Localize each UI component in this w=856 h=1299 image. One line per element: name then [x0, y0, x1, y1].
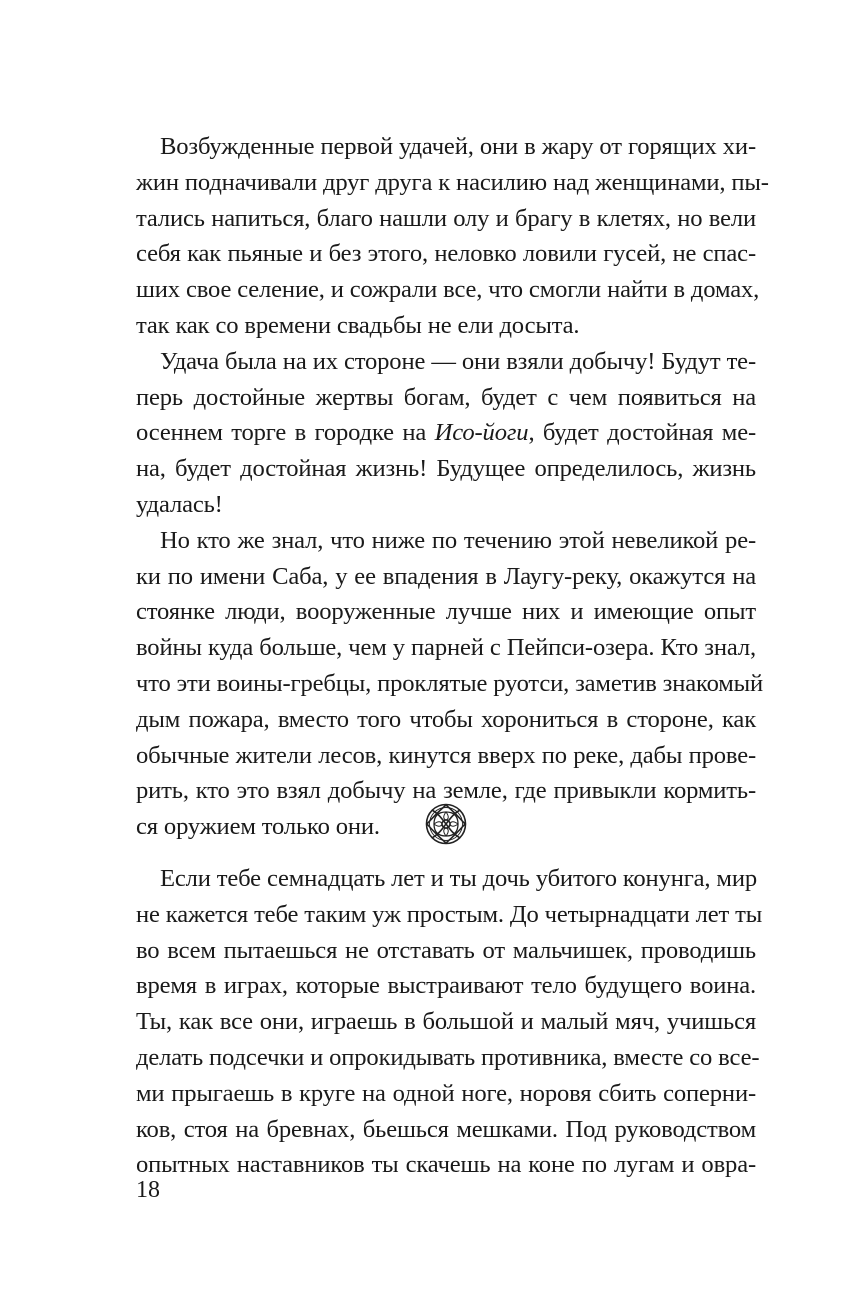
text-line: дым пожара, вместо того чтобы хорониться в стороне, как [136, 705, 756, 733]
text-line-with-italic [136, 415, 756, 451]
text-line: Но кто же знал, что ниже по течению этой невеликой ре- [160, 526, 756, 554]
paragraph-4 [136, 861, 763, 1183]
text-fragment: осеннем торге в городке на [136, 419, 435, 447]
text-line: удалась! [136, 490, 223, 518]
text-line: Удача была на их стороне — они взяли добычу! Будут те- [160, 347, 756, 375]
text-line: Если тебе семнадцать лет и ты дочь убитого конунга, мир [160, 865, 757, 892]
text-line: что эти воины-гребцы, проклятые руотси, заметив знакомый [136, 669, 764, 697]
text-line: жин подначивали друг друга к насилию над женщинами, пы- [136, 168, 769, 196]
celtic-knot-icon [423, 801, 469, 847]
italic-place-name: Исо-йоги [434, 419, 529, 447]
text-line: Возбужденные первой удачей, они в жару от горящих хи- [160, 133, 756, 160]
text-line: войны куда больше, чем у парней с Пейпси-озера. Кто знал, [136, 634, 756, 662]
text-line: перь достойные жертвы богам, будет с чем появиться на [136, 383, 756, 411]
text-line: ми прыгаешь в круге на одной ноге, норовя сбить соперни- [136, 1079, 756, 1107]
text-line: тались напиться, благо нашли олу и брагу в клетях, но вели [136, 204, 756, 232]
text-line: себя как пьяные и без этого, неловко ловили гусей, не спас- [136, 240, 756, 268]
text-line: рить, кто это взял добычу на земле, где привыкли кормить- [136, 777, 756, 805]
text-line: Ты, как все они, играешь в большой и малый мяч, учишься [136, 1008, 756, 1036]
page-number: 18 [136, 1177, 160, 1203]
text-line: стоянке люди, вооруженные лучше них и имеющие опыт [136, 598, 756, 626]
text-line: ших свое селение, и сожрали все, что смогли найти в домах, [136, 276, 760, 304]
text-line: ков, стоя на бревнах, бьешься мешками. Под руководством [136, 1115, 756, 1143]
text-line: обычные жители лесов, кинутся вверх по реке, дабы прове- [136, 741, 756, 769]
text-block-bottom [136, 861, 763, 1183]
text-line: ся оружием только они. [136, 813, 380, 841]
text-block-top [136, 129, 769, 845]
text-line: ки по имени Саба, у ее впадения в Лаугу-реку, окажутся на [136, 562, 756, 590]
text-line: время в играх, которые выстраивают тело будущего воина. [136, 972, 756, 1000]
text-line: делать подсечки и опрокидывать противника, вместе со все- [136, 1043, 760, 1071]
text-line: так как со времени свадьбы не ели досыта. [136, 311, 580, 339]
paragraph-2 [136, 344, 756, 523]
paragraph-1 [136, 129, 769, 344]
text-line: не кажется тебе таким уж простым. До четырнадцати лет ты [136, 900, 763, 928]
text-fragment: , будет достойная ме- [528, 419, 757, 447]
paragraph-3 [136, 523, 764, 845]
text-line: во всем пытаешься не отставать от мальчишек, проводишь [136, 936, 756, 964]
text-line: опытных наставников ты скачешь на коне по лугам и овра- [136, 1151, 756, 1179]
text-line: на, будет достойная жизнь! Будущее определилось, жизнь [136, 455, 756, 483]
